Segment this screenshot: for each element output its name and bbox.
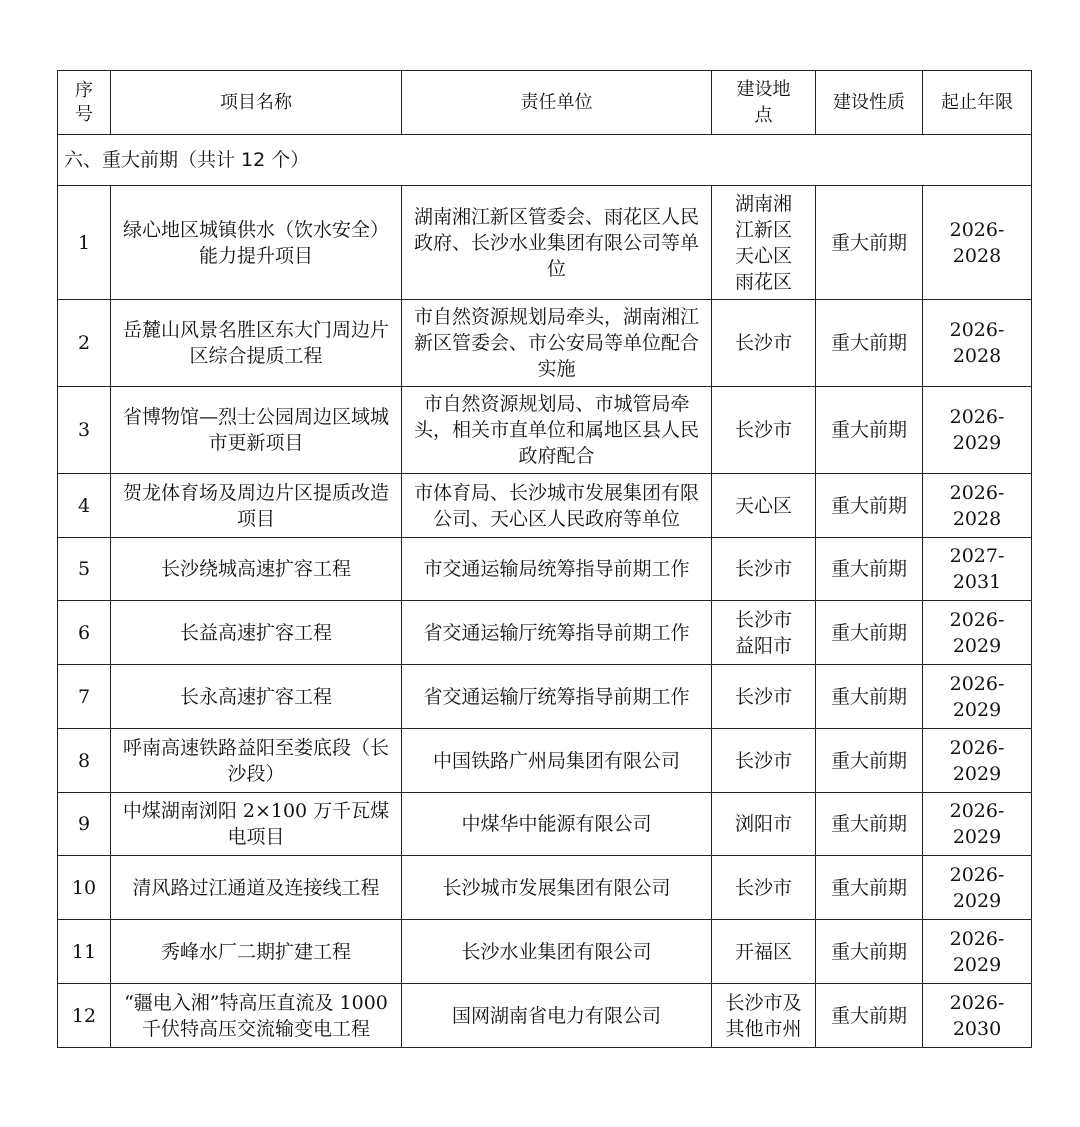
construction-nature: 重大前期: [816, 793, 923, 856]
section-title: 六、重大前期（共计 12 个）: [58, 135, 1032, 186]
responsible-unit: 长沙城市发展集团有限公司: [402, 856, 712, 920]
responsible-unit: 市自然资源规划局牵头，湖南湘江新区管委会、市公安局等单位配合实施: [402, 300, 712, 387]
construction-nature: 重大前期: [816, 538, 923, 601]
row-number: 3: [58, 387, 111, 474]
row-number: 5: [58, 538, 111, 601]
header-site: 建设地点: [712, 71, 816, 135]
responsible-unit: 市自然资源规划局、市城管局牵头，相关市直单位和属地区县人民政府配合: [402, 387, 712, 474]
row-number: 12: [58, 984, 111, 1048]
construction-site: 湖南湘江新区天心区雨花区: [712, 186, 816, 300]
construction-nature: 重大前期: [816, 601, 923, 665]
project-name: 贺龙体育场及周边片区提质改造项目: [111, 474, 402, 538]
project-name: 绿心地区城镇供水（饮水安全）能力提升项目: [111, 186, 402, 300]
construction-nature: 重大前期: [816, 665, 923, 729]
project-name: 呼南高速铁路益阳至娄底段（长沙段）: [111, 729, 402, 793]
construction-nature: 重大前期: [816, 920, 923, 984]
row-number: 4: [58, 474, 111, 538]
table-row: [58, 920, 1032, 984]
table-row: [58, 474, 1032, 538]
table-row: [58, 729, 1032, 793]
table-row: [58, 665, 1032, 729]
construction-nature: 重大前期: [816, 387, 923, 474]
table-row: [58, 186, 1032, 300]
header-years: 起止年限: [923, 71, 1032, 135]
responsible-unit: 中煤华中能源有限公司: [402, 793, 712, 856]
construction-site: 长沙市益阳市: [712, 601, 816, 665]
project-name: 秀峰水厂二期扩建工程: [111, 920, 402, 984]
responsible-unit: 市体育局、长沙城市发展集团有限公司、天心区人民政府等单位: [402, 474, 712, 538]
construction-site: 长沙市: [712, 856, 816, 920]
construction-nature: 重大前期: [816, 300, 923, 387]
project-name: 岳麓山风景名胜区东大门周边片区综合提质工程: [111, 300, 402, 387]
construction-site: 长沙市: [712, 665, 816, 729]
table-row: [58, 984, 1032, 1048]
header-nature: 建设性质: [816, 71, 923, 135]
project-name: 清风路过江通道及连接线工程: [111, 856, 402, 920]
project-name: “疆电入湘”特高压直流及 1000 千伏特高压交流输变电工程: [111, 984, 402, 1048]
header-row: [58, 71, 1032, 135]
responsible-unit: 长沙水业集团有限公司: [402, 920, 712, 984]
construction-site: 长沙市: [712, 538, 816, 601]
construction-nature: 重大前期: [816, 729, 923, 793]
start-end-years: 2026-2029: [923, 729, 1032, 793]
table-row: [58, 601, 1032, 665]
responsible-unit: 省交通运输厅统筹指导前期工作: [402, 601, 712, 665]
construction-nature: 重大前期: [816, 856, 923, 920]
header-name: 项目名称: [111, 71, 402, 135]
start-end-years: 2026-2030: [923, 984, 1032, 1048]
row-number: 10: [58, 856, 111, 920]
start-end-years: 2026-2028: [923, 300, 1032, 387]
row-number: 9: [58, 793, 111, 856]
construction-site: 长沙市: [712, 387, 816, 474]
construction-nature: 重大前期: [816, 474, 923, 538]
project-name: 省博物馆—烈士公园周边区域城市更新项目: [111, 387, 402, 474]
responsible-unit: 中国铁路广州局集团有限公司: [402, 729, 712, 793]
row-number: 11: [58, 920, 111, 984]
row-number: 8: [58, 729, 111, 793]
start-end-years: 2027-2031: [923, 538, 1032, 601]
row-number: 2: [58, 300, 111, 387]
start-end-years: 2026-2028: [923, 186, 1032, 300]
row-number: 6: [58, 601, 111, 665]
start-end-years: 2026-2029: [923, 920, 1032, 984]
responsible-unit: 市交通运输局统筹指导前期工作: [402, 538, 712, 601]
project-name: 长沙绕城高速扩容工程: [111, 538, 402, 601]
project-table: [57, 70, 1032, 1048]
table-row: [58, 300, 1032, 387]
construction-nature: 重大前期: [816, 984, 923, 1048]
responsible-unit: 国网湖南省电力有限公司: [402, 984, 712, 1048]
row-number: 1: [58, 186, 111, 300]
table-row: [58, 793, 1032, 856]
start-end-years: 2026-2029: [923, 793, 1032, 856]
start-end-years: 2026-2029: [923, 387, 1032, 474]
start-end-years: 2026-2029: [923, 665, 1032, 729]
construction-site: 浏阳市: [712, 793, 816, 856]
row-number: 7: [58, 665, 111, 729]
construction-site: 天心区: [712, 474, 816, 538]
project-name: 长益高速扩容工程: [111, 601, 402, 665]
header-unit: 责任单位: [402, 71, 712, 135]
header-seq: 序号: [58, 71, 111, 135]
table-row: [58, 538, 1032, 601]
construction-site: 开福区: [712, 920, 816, 984]
table-row: [58, 387, 1032, 474]
construction-nature: 重大前期: [816, 186, 923, 300]
responsible-unit: 湖南湘江新区管委会、雨花区人民政府、长沙水业集团有限公司等单位: [402, 186, 712, 300]
responsible-unit: 省交通运输厅统筹指导前期工作: [402, 665, 712, 729]
construction-site: 长沙市及其他市州: [712, 984, 816, 1048]
construction-site: 长沙市: [712, 300, 816, 387]
start-end-years: 2026-2029: [923, 856, 1032, 920]
project-name: 中煤湖南浏阳 2×100 万千瓦煤电项目: [111, 793, 402, 856]
table-row: [58, 856, 1032, 920]
start-end-years: 2026-2028: [923, 474, 1032, 538]
construction-site: 长沙市: [712, 729, 816, 793]
section-row: [58, 135, 1032, 186]
project-name: 长永高速扩容工程: [111, 665, 402, 729]
start-end-years: 2026-2029: [923, 601, 1032, 665]
